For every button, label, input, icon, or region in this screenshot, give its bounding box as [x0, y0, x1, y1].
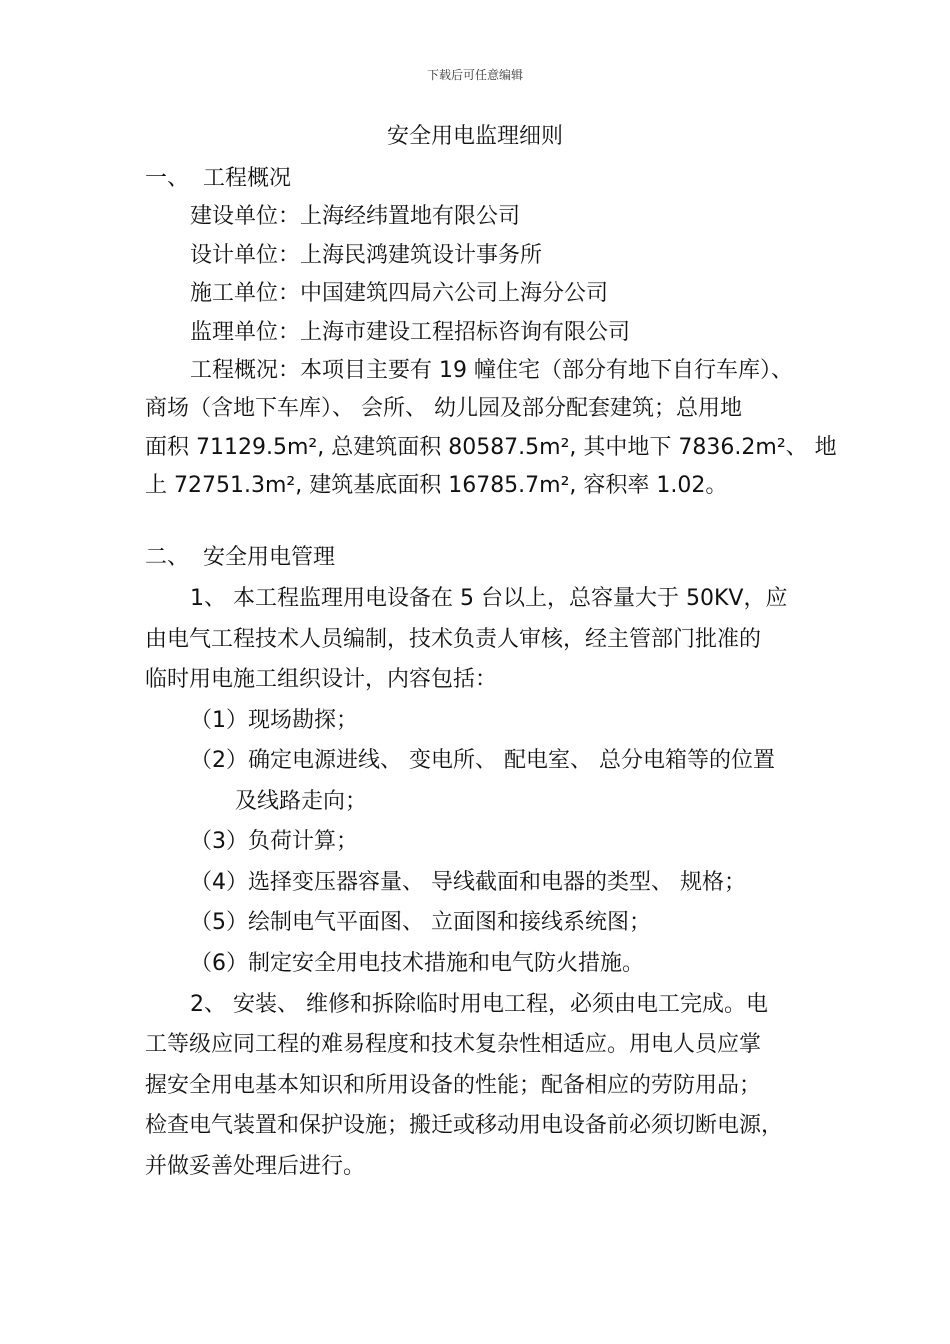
sub-item-2-cont: 及线路走向；	[235, 789, 368, 814]
item1-line-3: 临时用电施工组织设计，内容包括：	[145, 667, 498, 692]
item1-line-2: 由电气工程技术人员编制，技术负责人审核，经主管部门批准的	[145, 627, 762, 652]
item1-line-1: 1、 本工程监理用电设备在 5 台以上，总容量大于 50KV，应	[190, 586, 788, 611]
overview-line-2: 商场（含地下车库）、 会所、 幼儿园及部分配套建筑；总用地	[145, 396, 742, 421]
section-1-title: 工程概况	[203, 166, 292, 191]
overview-line-4: 上 72751.3m², 建筑基底面积 16785.7m², 容积率 1.02。	[145, 473, 728, 498]
sub-item-2: （2）确定电源进线、 变电所、 配电室、 总分电箱等的位置	[190, 748, 775, 773]
sub-item-4: （4）选择变压器容量、 导线截面和电器的类型、 规格；	[190, 870, 746, 895]
sub-item-1: （1）现场勘探；	[190, 708, 358, 733]
item2-line-3: 握安全用电基本知识和所用设备的性能；配备相应的劳防用品；	[145, 1073, 762, 1098]
item2-line-2: 工等级应同工程的难易程度和技术复杂性相适应。用电人员应掌	[145, 1032, 762, 1057]
section-2-number: 二、	[145, 545, 190, 570]
sub-item-5: （5）绘制电气平面图、 立面图和接线系统图；	[190, 910, 651, 935]
item2-line-4: 检查电气装置和保护设施；搬迁或移动用电设备前必须切断电源，	[145, 1113, 784, 1138]
overview-line-3: 面积 71129.5m², 总建筑面积 80587.5m², 其中地下 7836.2m²、 地	[145, 435, 837, 460]
info-supervision-unit: 监理单位：上海市建设工程招标咨询有限公司	[190, 320, 631, 345]
item2-line-5: 并做妥善处理后进行。	[145, 1154, 366, 1179]
info-design-unit: 设计单位：上海民鸿建筑设计事务所	[190, 243, 543, 268]
info-contractor-unit: 施工单位：中国建筑四局六公司上海分公司	[190, 281, 609, 306]
section-1-heading	[145, 164, 291, 194]
overview-line-1: 工程概况：本项目主要有 19 幢住宅（部分有地下自行车库）、	[190, 358, 793, 383]
item2-line-1: 2、 安装、 维修和拆除临时用电工程，必须由电工完成。电	[190, 992, 768, 1017]
section-1-number: 一、	[145, 166, 190, 191]
info-construction-unit: 建设单位：上海经纬置地有限公司	[190, 204, 521, 229]
sub-item-3: （3）负荷计算；	[190, 829, 358, 854]
section-2-heading	[145, 543, 335, 573]
document-title: 安全用电监理细则	[386, 124, 563, 149]
header-note: 下载后可任意编辑	[426, 68, 523, 82]
section-2-title: 安全用电管理	[203, 545, 336, 570]
sub-item-6: （6）制定安全用电技术措施和电气防火措施。	[190, 951, 644, 976]
